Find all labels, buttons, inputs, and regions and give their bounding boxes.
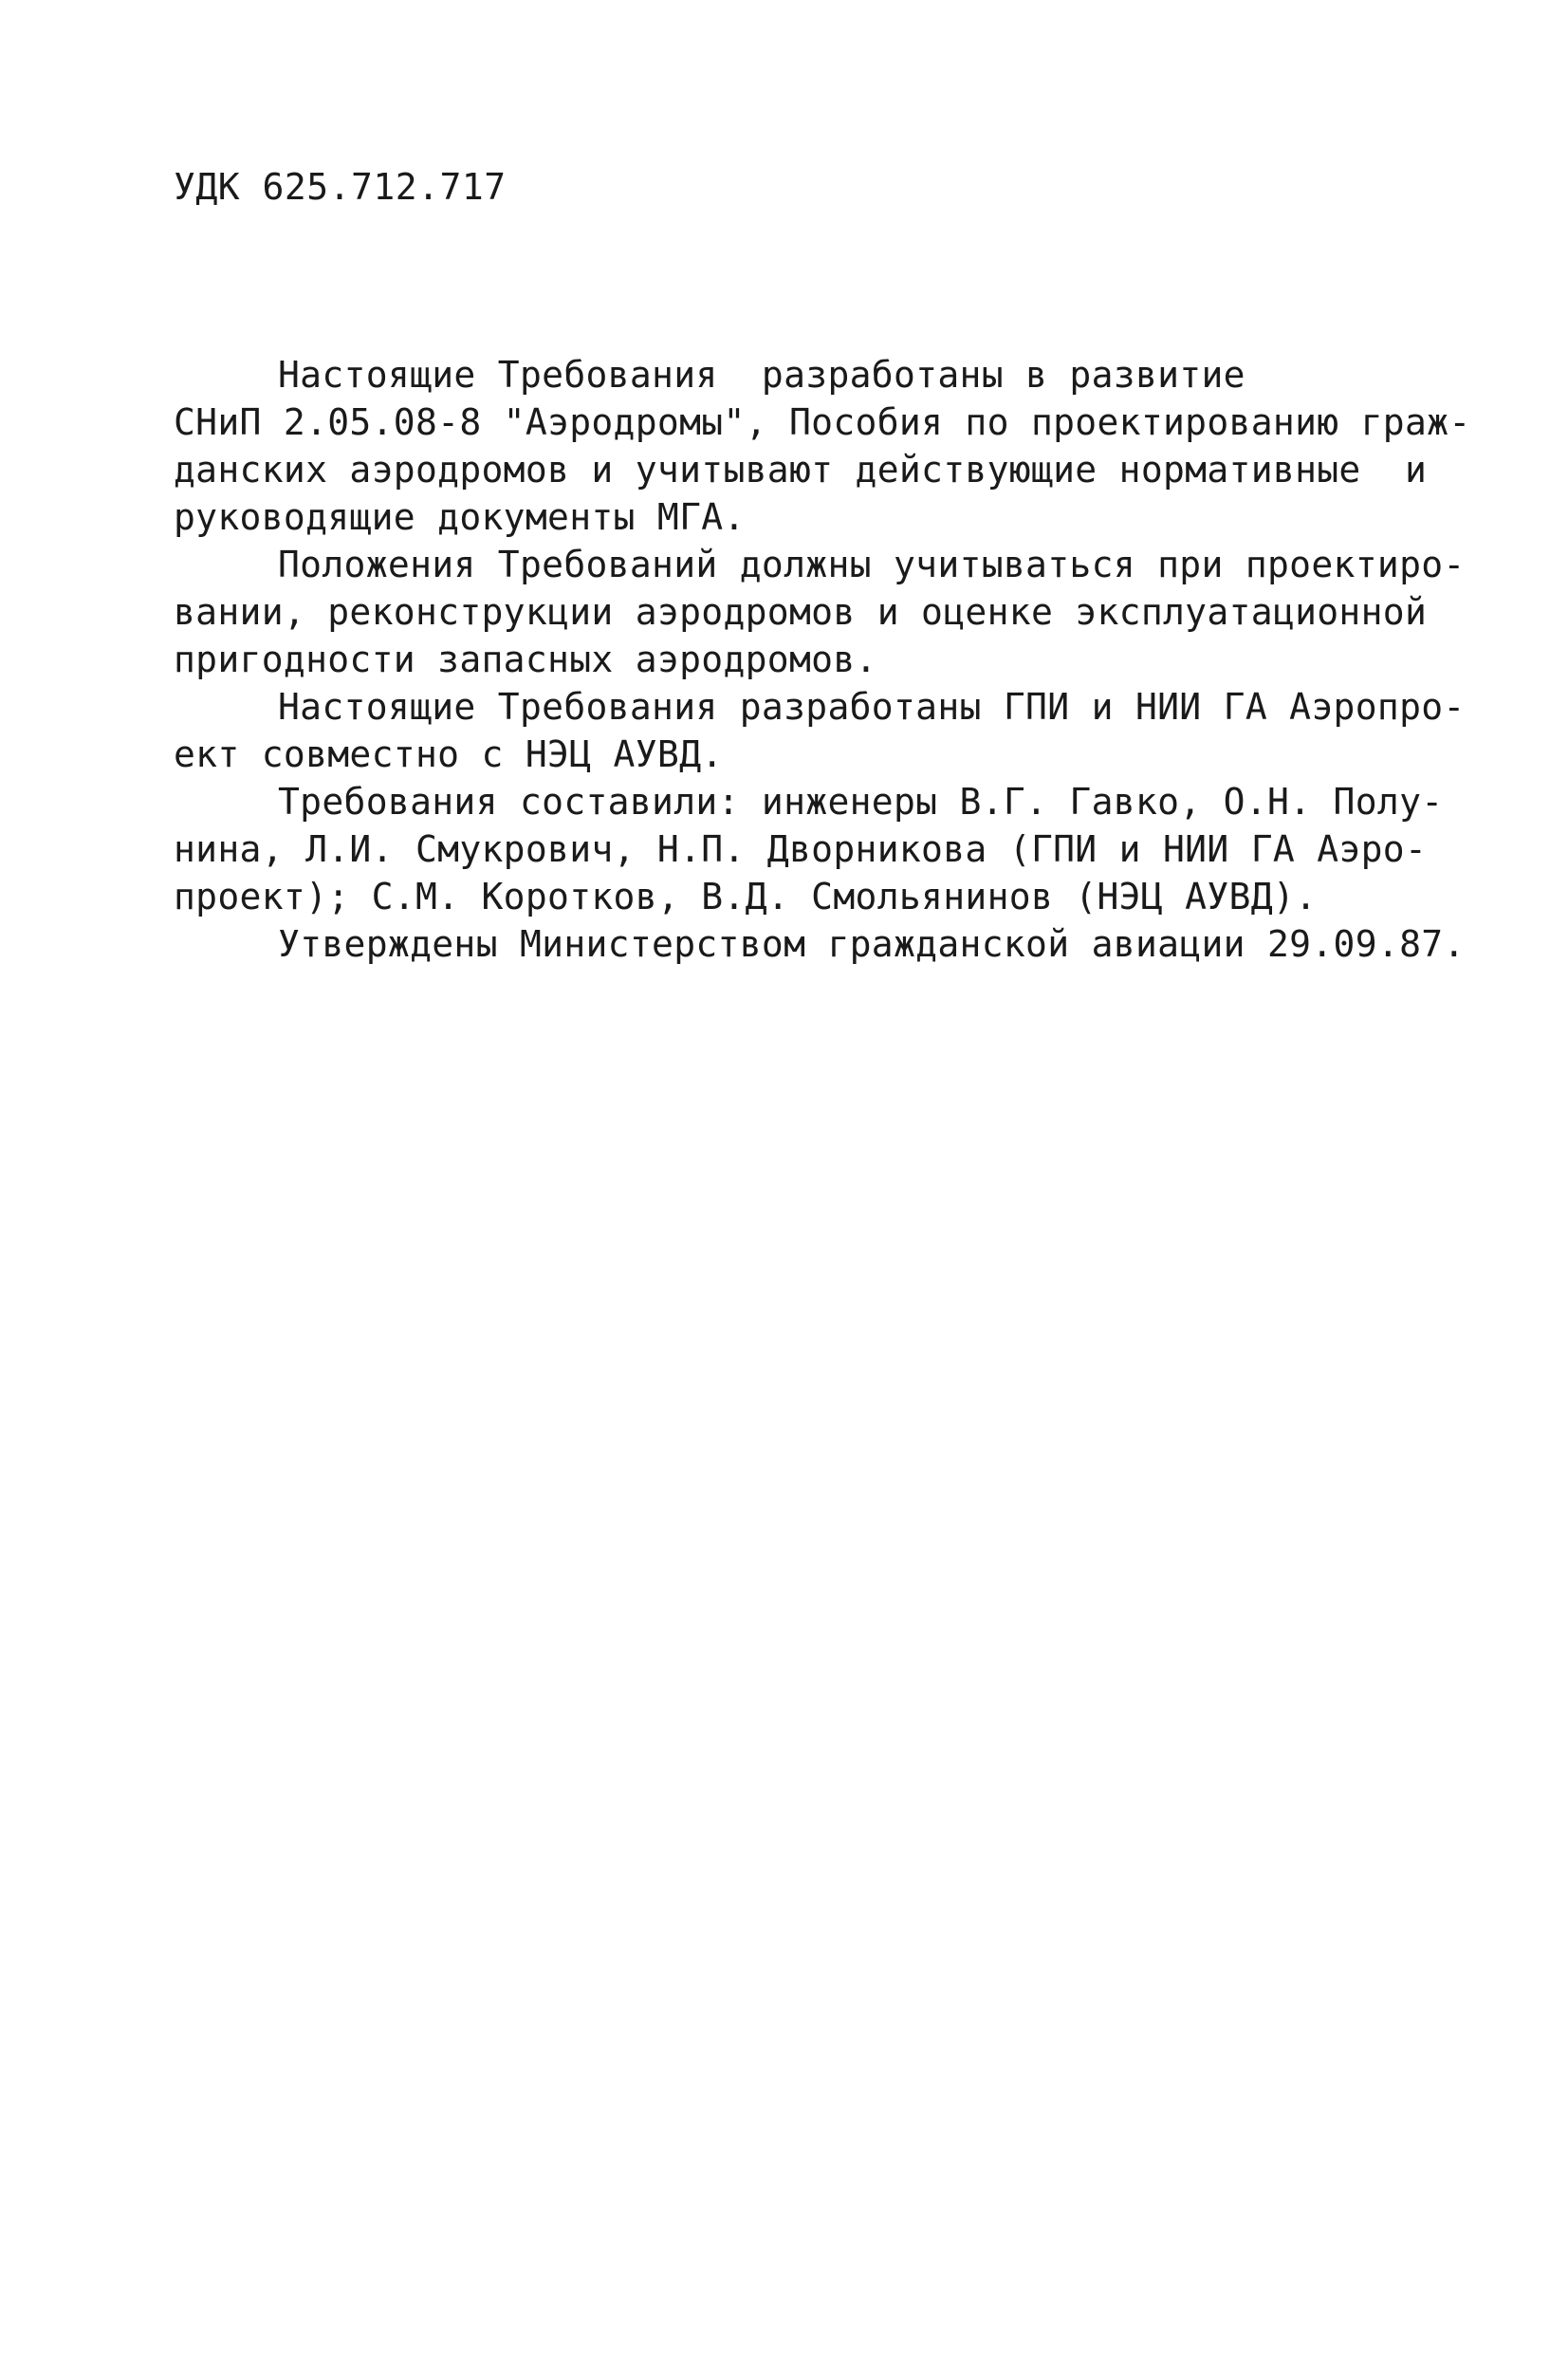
- paragraph-line: СНиП 2.05.08-8 "Аэродромы", Пособия по проектированию граж-: [174, 401, 1471, 443]
- paragraph-line: руководящие документы МГА.: [174, 496, 746, 538]
- udk-code: УДК 625.712.717: [174, 166, 507, 208]
- paragraph-line: Положения Требований должны учитываться при проектиро-: [278, 544, 1466, 585]
- paragraph-line: пригодности запасных аэродромов.: [174, 639, 877, 680]
- paragraph-line: нина, Л.И. Смукрович, Н.П. Дворникова (ГПИ и НИИ ГА Аэро-: [174, 828, 1428, 870]
- paragraph-line: Настоящие Требования разработаны в развитие: [278, 354, 1245, 396]
- paragraph-line: данских аэродромов и учитывают действующие нормативные и: [174, 449, 1428, 491]
- paragraph-line: Настоящие Требования разработаны ГПИ и НИИ ГА Аэропро-: [278, 686, 1466, 728]
- paragraph-line: ект совместно с НЭЦ АУВД.: [174, 733, 724, 775]
- paragraph-line: вании, реконструкции аэродромов и оценке эксплуатационной: [174, 591, 1428, 633]
- paragraph-line: Требования составили: инженеры В.Г. Гавко, О.Н. Полу-: [278, 781, 1444, 823]
- paragraph-line: проект); С.М. Коротков, В.Д. Смольянинов (НЭЦ АУВД).: [174, 876, 1318, 917]
- paragraph-line: Утверждены Министерством гражданской авиации 29.09.87.: [278, 923, 1466, 965]
- document-body: [174, 351, 1471, 968]
